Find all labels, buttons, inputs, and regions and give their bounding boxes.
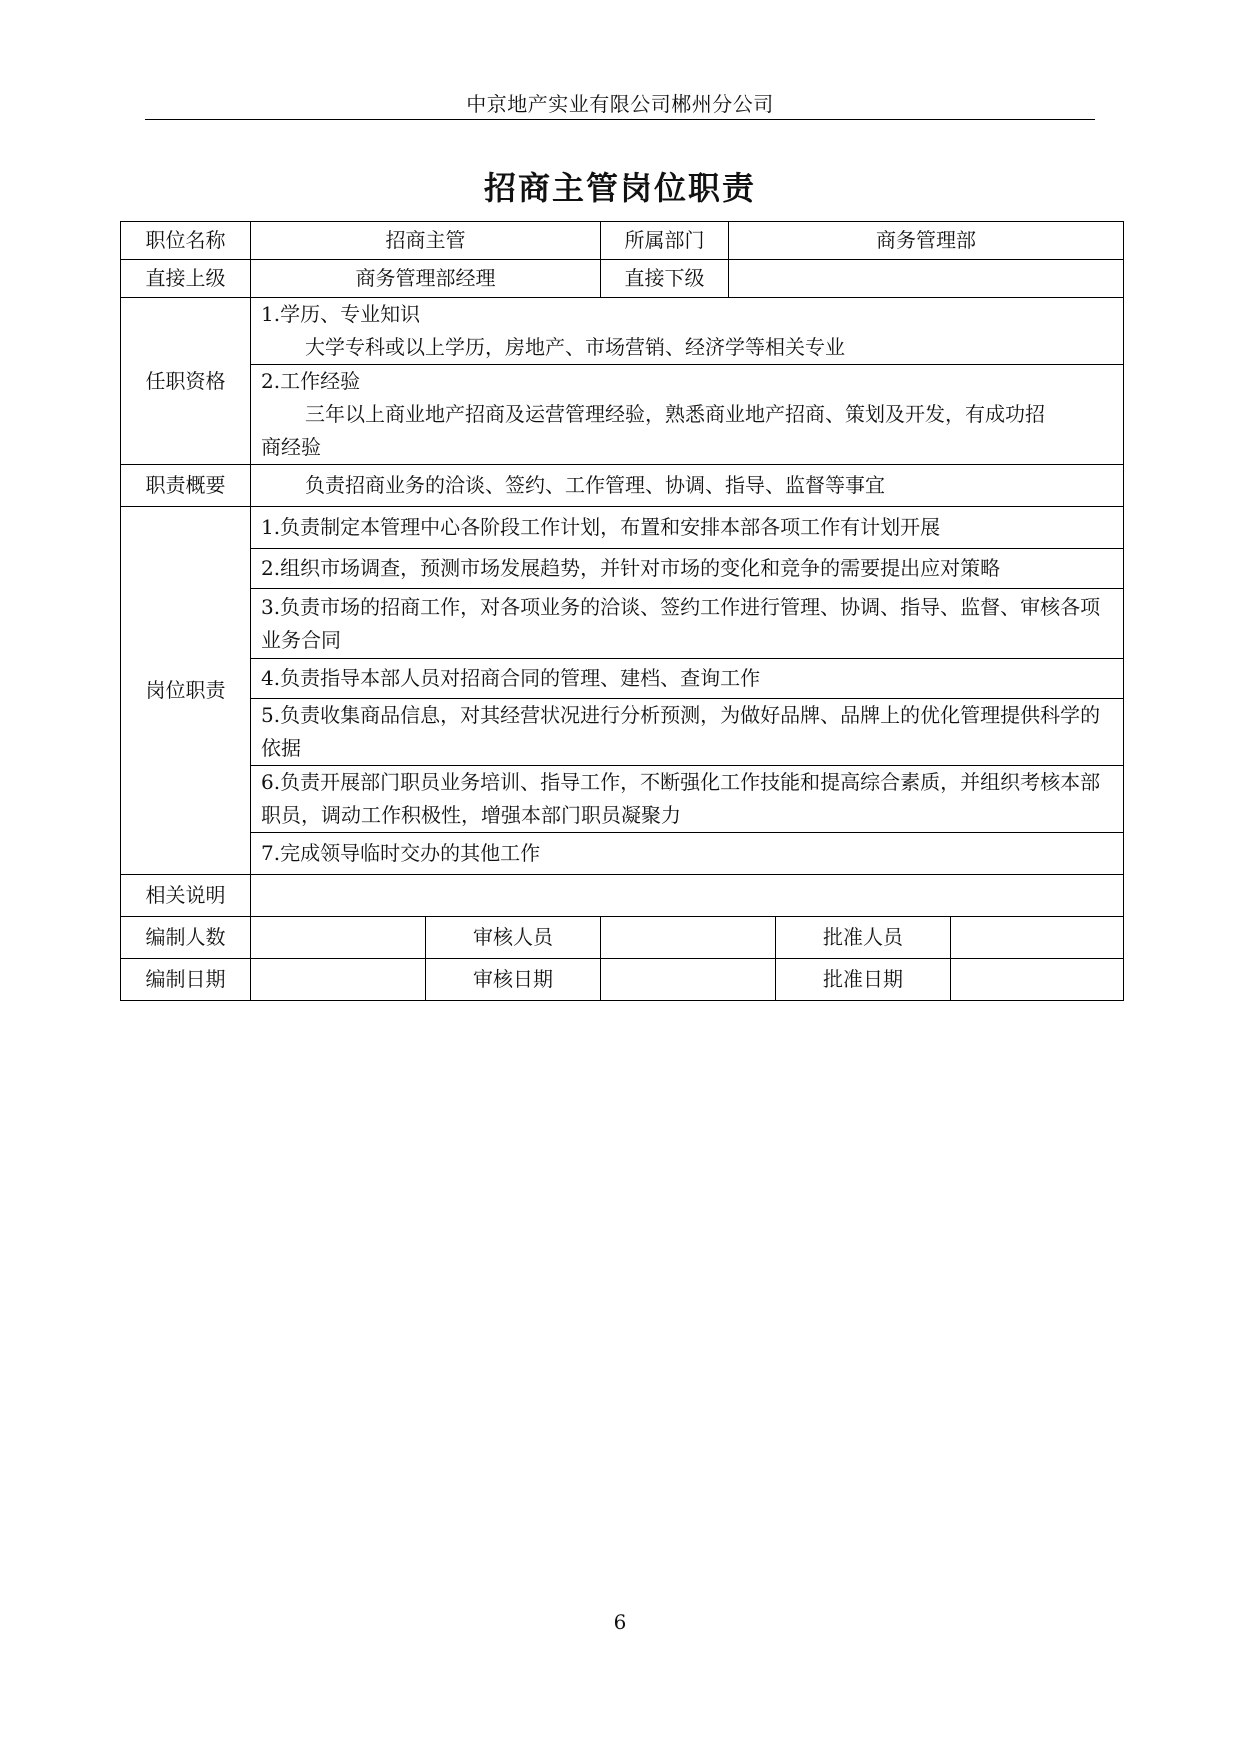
approver-label: 批准人员 bbox=[776, 917, 951, 959]
qualification-experience-row bbox=[121, 365, 1124, 465]
qualification-content-continued: 商经验 bbox=[261, 435, 321, 459]
qualifications-label: 任职资格 bbox=[121, 298, 251, 465]
qualification-education-row bbox=[121, 298, 1124, 365]
summary-label: 职责概要 bbox=[121, 465, 251, 507]
duty-item: 5.负责收集商品信息，对其经营状况进行分析预测，为做好品牌、品牌上的优化管理提供科学的依据 bbox=[251, 699, 1124, 766]
qualification-experience-cell bbox=[251, 365, 1124, 465]
company-header: 中京地产实业有限公司郴州分公司 bbox=[466, 92, 774, 116]
duty-item: 6.负责开展部门职员业务培训、指导工作，不断强化工作技能和提高综合素质，并组织考核本部职员，调动工作积极性，增强本部门职员凝聚力 bbox=[251, 766, 1124, 833]
qualification-heading: 2.工作经验 bbox=[261, 369, 361, 393]
summary-content-cell bbox=[251, 465, 1124, 507]
summary-content: 负责招商业务的洽谈、签约、工作管理、协调、指导、监督等事宜 bbox=[305, 473, 885, 497]
qualification-content: 大学专科或以上学历，房地产、市场营销、经济学等相关专业 bbox=[305, 335, 845, 359]
notes-label: 相关说明 bbox=[121, 875, 251, 917]
duty-item: 7.完成领导临时交办的其他工作 bbox=[251, 833, 1124, 875]
review-date-label: 审核日期 bbox=[426, 959, 601, 1001]
duty-row bbox=[121, 699, 1124, 766]
department-label: 所属部门 bbox=[601, 222, 729, 260]
duty-row bbox=[121, 833, 1124, 875]
reviewer-value bbox=[601, 917, 776, 959]
document-title: 招商主管岗位职责 bbox=[483, 169, 756, 207]
header-divider bbox=[145, 119, 1095, 120]
approve-date-value bbox=[951, 959, 1124, 1001]
prepared-date-value bbox=[251, 959, 426, 1001]
prepared-date-label: 编制日期 bbox=[121, 959, 251, 1001]
position-label: 职位名称 bbox=[121, 222, 251, 260]
qualification-heading: 1.学历、专业知识 bbox=[261, 302, 421, 326]
approver-value bbox=[951, 917, 1124, 959]
notes-value bbox=[251, 875, 1124, 917]
duty-item: 1.负责制定本管理中心各阶段工作计划，布置和安排本部各项工作有计划开展 bbox=[251, 507, 1124, 549]
duty-row bbox=[121, 766, 1124, 833]
prepared-by-value bbox=[251, 917, 426, 959]
subordinate-value bbox=[729, 260, 1124, 298]
job-description-table bbox=[120, 221, 1124, 1001]
notes-row bbox=[121, 875, 1124, 917]
position-row bbox=[121, 222, 1124, 260]
duty-row bbox=[121, 507, 1124, 549]
subordinate-label: 直接下级 bbox=[601, 260, 729, 298]
qualification-content: 三年以上商业地产招商及运营管理经验，熟悉商业地产招商、策划及开发，有成功招 bbox=[305, 402, 1045, 426]
reviewer-label: 审核人员 bbox=[426, 917, 601, 959]
duty-item: 3.负责市场的招商工作，对各项业务的洽谈、签约工作进行管理、协调、指导、监督、审核各项业务合同 bbox=[251, 589, 1124, 659]
duty-item: 4.负责指导本部人员对招商合同的管理、建档、查询工作 bbox=[251, 659, 1124, 699]
approve-date-label: 批准日期 bbox=[776, 959, 951, 1001]
signoff-row bbox=[121, 917, 1124, 959]
qualification-education-cell bbox=[251, 298, 1124, 365]
position-value: 招商主管 bbox=[251, 222, 601, 260]
duty-row bbox=[121, 549, 1124, 589]
superior-row bbox=[121, 260, 1124, 298]
duty-item: 2.组织市场调查，预测市场发展趋势，并针对市场的变化和竞争的需要提出应对策略 bbox=[251, 549, 1124, 589]
duty-row bbox=[121, 589, 1124, 659]
superior-value: 商务管理部经理 bbox=[251, 260, 601, 298]
department-value: 商务管理部 bbox=[729, 222, 1124, 260]
duty-row bbox=[121, 659, 1124, 699]
duties-label: 岗位职责 bbox=[121, 507, 251, 875]
superior-label: 直接上级 bbox=[121, 260, 251, 298]
summary-row bbox=[121, 465, 1124, 507]
prepared-by-label: 编制人数 bbox=[121, 917, 251, 959]
review-date-value bbox=[601, 959, 776, 1001]
signoff-date-row bbox=[121, 959, 1124, 1001]
page-number: 6 bbox=[613, 1610, 627, 1634]
